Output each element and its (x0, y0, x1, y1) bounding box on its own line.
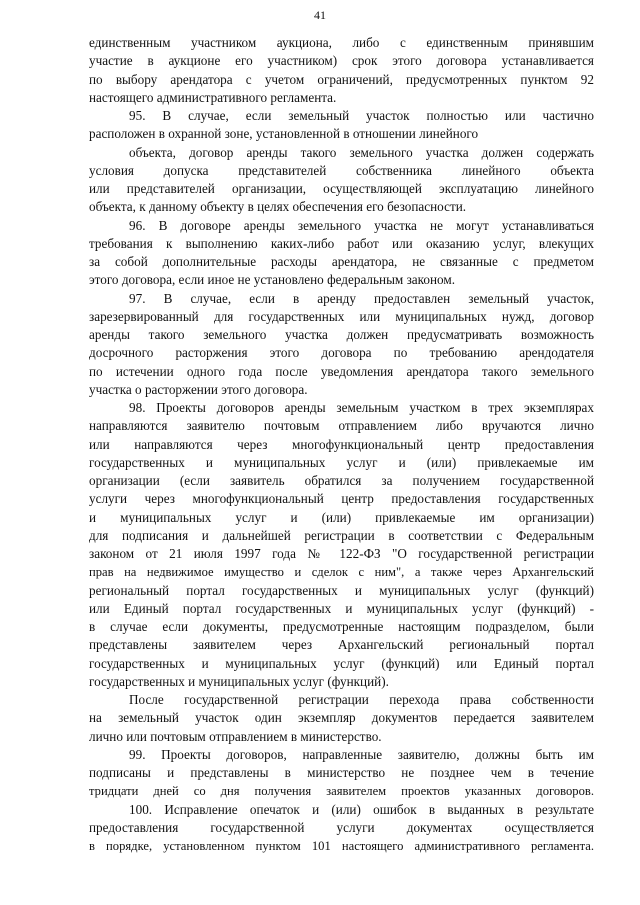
text-line: представлены заявителем через Архангельский региональный портал (89, 637, 594, 653)
text-line: настоящего административного регламента. (89, 89, 337, 105)
text-line: государственных и муниципальных услуг и (или) привлекаемые им (89, 454, 594, 470)
text-line: расположен в охранной зоне, установленной в отношении линейного (89, 126, 479, 142)
text-line: законом от 21 июля 1997 года № 122-ФЗ "О государственной регистрации (89, 546, 594, 561)
text-line: за собой дополнительные расходы арендатора, не связанные с предметом (89, 254, 594, 269)
text-line: и муниципальных услуг и (или) привлекаемые им организации) (89, 509, 594, 525)
text-line: на земельный участок один экземпляр документов передается заявителем (89, 710, 594, 726)
text-line: прав на недвижимое имущество и сделок с ним", а также через Архангельский (89, 565, 594, 580)
text-line: аренды такого земельного участка должен предусматривать возможность (89, 327, 594, 342)
text-line: предоставления государственной услуги документах осуществляется (89, 819, 594, 835)
text-line: или Единый портал государственных и муниципальных услуг (функций) - (89, 600, 594, 616)
text-line: в порядке, установленном пунктом 101 настоящего административного регламента. (89, 839, 594, 853)
text-line: тридцати дней со дня получения заявителем проектов указанных договоров. (89, 784, 594, 799)
text-line: требования к выполнению каких-либо работ или оказанию услуг, влекущих (89, 235, 594, 251)
text-line: направляются заявителю почтовым отправлением либо вручаются лично (89, 418, 594, 434)
text-line: 100. Исправление опечаток и (или) ошибок в выданных в результате (129, 801, 594, 817)
text-line: зарезервированный для государственных или муниципальных нужд, договор (89, 308, 594, 324)
text-line: досрочного расторжения этого договора по требованию арендодателя (89, 345, 594, 361)
text-line: объекта, к данному объекту в целях обеспечения его безопасности. (89, 199, 467, 215)
text-line: или направляются через многофункциональный центр предоставления (89, 436, 594, 452)
text-line: для подписания и дальнейшей регистрации в соответствии с Федеральным (89, 527, 594, 543)
text-line: подписаны и представлены в министерство не позднее чем в течение (89, 765, 594, 780)
text-line: этого договора, если иное не установлено федеральным законом. (89, 272, 456, 288)
text-line: государственных и муниципальных услуг (функций) или Единый портал (89, 655, 594, 671)
text-line: лично или почтовым отправлением в министерство. (89, 728, 382, 744)
text-line: участие в аукционе его участником) срок этого договора устанавливается (89, 53, 594, 69)
text-line: или представителей организации, осуществляющей эксплуатацию линейного (89, 181, 594, 196)
text-line: по выбору арендатора с учетом ограничений, предусмотренных пунктом 92 (89, 71, 594, 87)
page-number: 41 (314, 8, 326, 22)
text-line: участка о расторжении этого договора. (89, 381, 308, 397)
text-line: государственных и муниципальных услуг (функций). (89, 673, 389, 689)
text-line: 99. Проекты договоров, направленные заявителю, должны быть им (129, 746, 594, 762)
text-line: После государственной регистрации перехода права собственности (129, 692, 594, 707)
text-line: объекта, договор аренды такого земельного участка должен содержать (129, 144, 594, 160)
text-line: единственным участником аукциона, либо с единственным принявшим (89, 35, 594, 50)
document-body (89, 34, 594, 855)
text-line: в случае если документы, предусмотренные настоящим подразделом, были (89, 619, 594, 634)
text-line: 98. Проекты договоров аренды земельным участком в трех экземплярах (129, 400, 594, 415)
text-line: по истечении одного года после уведомления арендатора такого земельного (89, 363, 594, 379)
text-line: 96. В договоре аренды земельного участка не могут устанавливаться (129, 217, 594, 233)
text-line: условия допуска представителей собственника линейного объекта (89, 162, 594, 178)
text-line: региональный портал государственных и муниципальных услуг (функций) (89, 582, 594, 598)
text-line: 95. В случае, если земельный участок полностью или частично (129, 108, 594, 123)
text-line: 97. В случае, если в аренду предоставлен земельный участок, (129, 290, 594, 306)
text-line: организации (если заявитель обратился за получением государственной (89, 473, 594, 488)
text-line: услуги через многофункциональный центр предоставления государственных (89, 491, 594, 507)
